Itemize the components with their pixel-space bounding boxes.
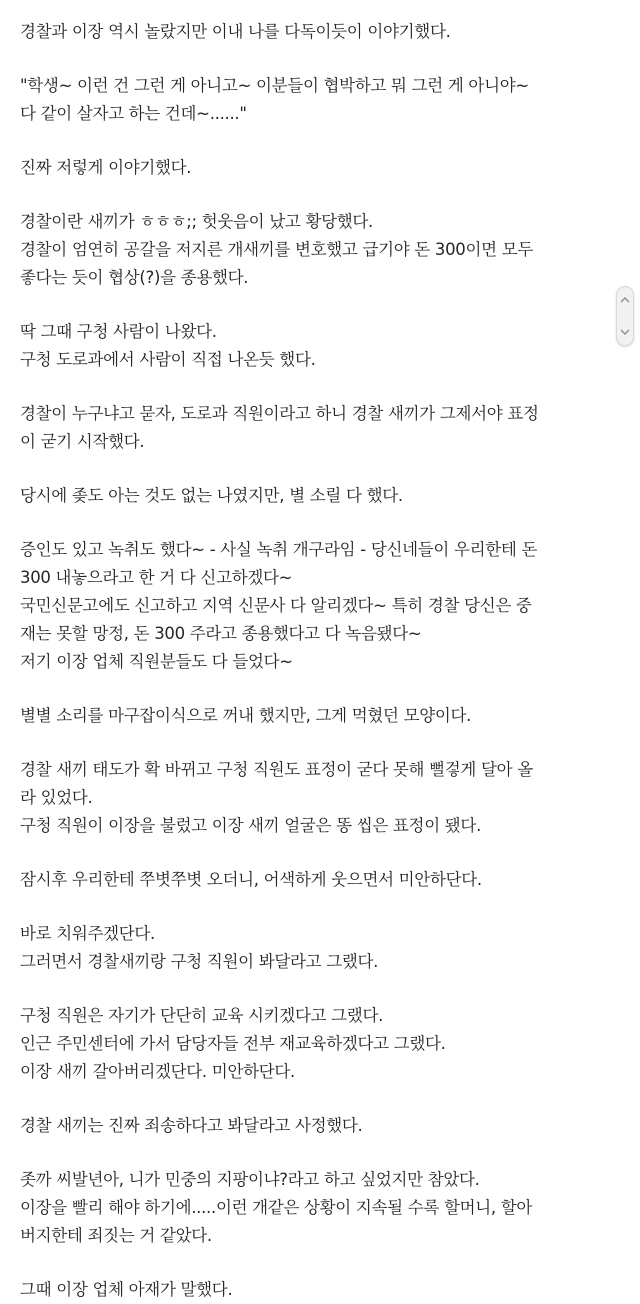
text-line: 경찰이란 새끼가 ㅎㅎㅎ;; 헛웃음이 났고 황당했다.	[20, 212, 373, 231]
text-line: 라 있었다.	[20, 788, 93, 807]
text-line: "학생~ 이런 건 그런 게 아니고~ 이분들이 협박하고 뭐 그런 게 아니야~	[20, 76, 529, 95]
text-line: 300 내놓으라고 한 거 다 신고하겠다~	[20, 568, 293, 587]
text-line: 구청 직원은 자기가 단단히 교육 시키겠다고 그랬다.	[20, 1006, 384, 1025]
text-line: 그때 이장 업체 아재가 말했다.	[20, 1280, 233, 1299]
text-line: 경찰 새끼는 진짜 죄송하다고 봐달라고 사정했다.	[20, 1116, 363, 1135]
text-line: 진짜 저렇게 이야기했다.	[20, 158, 192, 177]
text-line: 좋다는 듯이 협상(?)을 종용했다.	[20, 268, 249, 287]
text-line: 저기 이장 업체 직원분들도 다 들었다~	[20, 652, 293, 671]
text-line: 좃까 씨발년아, 니가 민중의 지팡이냐?라고 하고 싶었지만 참았다.	[20, 1170, 480, 1189]
paragraph	[20, 1166, 628, 1250]
text-line: 재는 못할 망정, 돈 300 주라고 종용했다고 다 녹음됐다~	[20, 624, 422, 643]
text-line: 이장 새끼 갈아버리겠단다. 미안하단다.	[20, 1062, 295, 1081]
text-line: 버지한테 죄짓는 거 같았다.	[20, 1226, 212, 1245]
paragraph	[20, 208, 628, 292]
text-line: 그러면서 경찰새끼랑 구청 직원이 봐달라고 그랬다.	[20, 952, 379, 971]
paragraph	[20, 866, 628, 894]
paragraph	[20, 482, 628, 510]
paragraph	[20, 1112, 628, 1140]
scroll-handle[interactable]	[616, 286, 634, 346]
article-body	[20, 18, 628, 1304]
text-line: 증인도 있고 녹취도 했다~ - 사실 녹취 개구라임 - 당신네들이 우리한테 돈	[20, 540, 538, 559]
text-line: 경찰이 엄연히 공갈을 저지른 개새끼를 변호했고 급기야 돈 300이면 모두	[20, 240, 533, 259]
paragraph	[20, 756, 628, 840]
text-line: 구청 직원이 이장을 불렀고 이장 새끼 얼굴은 똥 씹은 표정이 됐다.	[20, 816, 482, 835]
paragraph	[20, 920, 628, 976]
chevron-down-icon	[620, 329, 630, 335]
text-line: 별별 소리를 마구잡이식으로 꺼내 했지만, 그게 먹혔던 모양이다.	[20, 706, 472, 725]
text-line: 경찰 새끼 태도가 확 바뀌고 구청 직원도 표정이 굳다 못해 뻘겋게 달아 올	[20, 760, 533, 779]
paragraph	[20, 1276, 628, 1304]
text-line: 잠시후 우리한테 쭈볏쭈볏 오더니, 어색하게 웃으면서 미안하단다.	[20, 870, 482, 889]
text-line: 구청 도로과에서 사람이 직접 나온듯 했다.	[20, 350, 316, 369]
chevron-up-icon	[620, 297, 630, 303]
text-line: 국민신문고에도 신고하고 지역 신문사 다 알리겠다~ 특히 경찰 당신은 중	[20, 596, 532, 615]
text-line: 경찰과 이장 역시 놀랐지만 이내 나를 다독이듯이 이야기했다.	[20, 22, 451, 41]
paragraph	[20, 400, 628, 456]
paragraph	[20, 18, 628, 46]
text-line: 인근 주민센터에 가서 담당자들 전부 재교육하겠다고 그랬다.	[20, 1034, 446, 1053]
paragraph	[20, 536, 628, 676]
text-line: 바로 치워주겠단다.	[20, 924, 156, 943]
paragraph	[20, 318, 628, 374]
text-line: 경찰이 누구냐고 묻자, 도로과 직원이라고 하니 경찰 새끼가 그제서야 표정	[20, 404, 539, 423]
text-line: 이장을 빨리 해야 하기에.....이런 개같은 상황이 지속될 수록 할머니, 할아	[20, 1198, 533, 1217]
text-line: 이 굳기 시작했다.	[20, 432, 145, 451]
paragraph	[20, 702, 628, 730]
text-line: 딱 그때 구청 사람이 나왔다.	[20, 322, 217, 341]
paragraph	[20, 154, 628, 182]
paragraph	[20, 1002, 628, 1086]
text-line: 다 같이 살자고 하는 건데~......"	[20, 104, 247, 123]
text-line: 당시에 좆도 아는 것도 없는 나였지만, 별 소릴 다 했다.	[20, 486, 403, 505]
paragraph	[20, 72, 628, 128]
